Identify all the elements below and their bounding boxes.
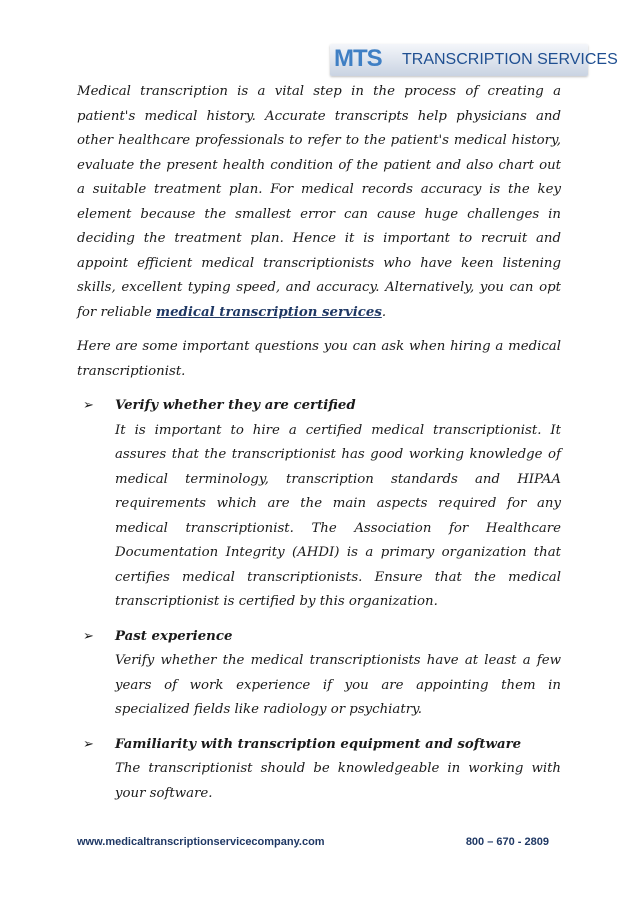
intro-end: . — [381, 304, 387, 320]
arrow-bullet-icon: ➢ — [83, 736, 94, 752]
list-item — [77, 733, 561, 807]
footer-website[interactable]: www.medicaltranscriptionservicecompany.com — [77, 836, 325, 848]
document-body — [77, 80, 561, 816]
item-body: It is important to hire a certified medical transcriptionist. It assures that the transcriptionist has good working knowledge of medical terminology, transcription standards and HIPAA requirements which are the main aspects required for any medical transcriptionist. The Association for Healthcare Documentation Integrity (AHDI) is a primary organization that certifies medical transcriptionists. Ensure that the medical transcriptionist is certified by this organization. — [115, 422, 561, 609]
logo-text: TRANSCRIPTION SERVICES — [402, 51, 618, 68]
item-body: The transcriptionist should be knowledgeable in working with your software. — [115, 761, 561, 801]
list-item — [77, 394, 561, 615]
item-title: Familiarity with transcription equipment and software — [115, 736, 522, 752]
question-list — [77, 394, 561, 806]
logo-mark: MTS — [334, 45, 382, 72]
footer-phone: 800 – 670 - 2809 — [465, 836, 549, 848]
list-item — [77, 625, 561, 723]
lead-paragraph: Here are some important questions you can ask when hiring a medical transcriptionist. — [77, 339, 561, 379]
item-title: Past experience — [115, 628, 233, 644]
intro-text: Medical transcription is a vital step in the process of creating a patient's medical history. Accurate transcripts help physicians and other healthcare professionals to refer to the patient's medical history, evaluate the present health condition of the patient and also chart out a suitable treatment plan. For medical records accuracy is the key element because the smallest error can cause huge challenges in deciding the treatment plan. Hence it is important to recruit and appoint efficient medical transcriptionists who have keen listening skills, excellent typing speed, and accuracy. Alternatively, you can opt for reliable — [77, 84, 561, 320]
item-body: Verify whether the medical transcriptionists have at least a few years of work experience if you are appointing them in specialized fields like radiology or psychiatry. — [115, 653, 561, 717]
page-footer — [77, 836, 567, 848]
arrow-bullet-icon: ➢ — [83, 398, 94, 413]
item-title: Verify whether they are certified — [115, 398, 356, 413]
company-logo — [330, 44, 618, 76]
intro-paragraph — [77, 80, 561, 325]
medical-transcription-services-link[interactable]: medical transcription services — [156, 304, 382, 320]
arrow-bullet-icon: ➢ — [83, 628, 94, 644]
